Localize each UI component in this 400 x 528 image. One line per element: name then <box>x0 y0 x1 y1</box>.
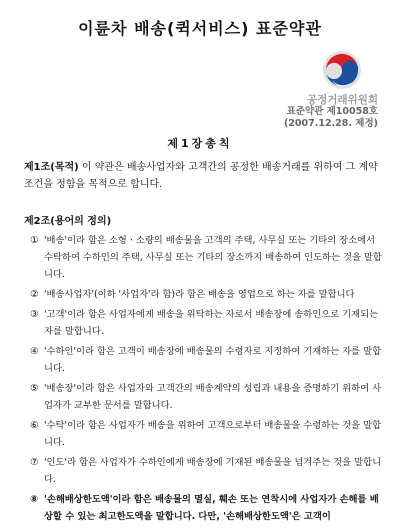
item-number: ⑧ <box>30 494 39 505</box>
clause-number: 표준약관 제10058호 <box>286 106 378 117</box>
item-number: ① <box>30 235 39 246</box>
definition-item <box>30 343 386 377</box>
article-1-text: 이 약관은 배송사업자와 고객간의 공정한 배송거래를 위하여 그 계약조건을 정함을 목적으로 합니다. <box>24 162 378 190</box>
document-title: 이륜차 배송(퀵서비스) 표준약관 <box>78 19 322 38</box>
item-text: '인도'라 함은 사업자가 수하인에게 배송장에 기재된 배송물을 넘겨주는 것을 말합니다. <box>44 457 382 485</box>
item-text: '고객'이라 함은 사업자에게 배송을 위탁하는 자로서 배송장에 송하인으로 기재되는 자를 말합니다. <box>44 309 379 337</box>
definition-item <box>30 380 386 414</box>
article-2-items <box>30 232 386 528</box>
article-1 <box>24 160 380 193</box>
definition-item <box>30 454 386 488</box>
item-text: '손해배상한도액'이라 함은 배송물의 멸실, 훼손 또는 연착시에 사업자가 손해를 배상할 수 있는 최고한도액을 말합니다. 다만, '손해배상한도액'은 고객이 <box>44 494 379 522</box>
definition-item <box>30 306 386 340</box>
government-taegeuk-logo <box>322 50 362 90</box>
item-number: ⑤ <box>30 383 39 394</box>
enactment-date: (2007.12.28. 제정) <box>283 118 378 129</box>
definition-item <box>30 232 386 283</box>
definition-item <box>30 417 386 451</box>
agency-block <box>284 94 378 130</box>
item-number: ② <box>30 289 39 300</box>
item-number: ④ <box>30 346 39 357</box>
item-number: ⑥ <box>30 420 39 431</box>
item-text: '배송사업자'(이하 '사업자'라 함)라 함은 배송을 영업으로 하는 자를 말합니다 <box>44 289 355 300</box>
chapter-heading: 제1장총칙 <box>167 137 233 150</box>
item-number: ③ <box>30 309 39 320</box>
article-1-heading: 제1조(목적) <box>24 162 79 173</box>
item-text: '배송장'이라 함은 사업자와 고객간의 배송계약의 성립과 내용을 증명하기 위하여 사업자가 교부한 문서를 말합니다. <box>44 383 382 411</box>
item-text: '수하인'이라 함은 고객이 배송장에 배송물의 수령자로 지정하여 기재하는 자를 말합니다. <box>44 346 382 374</box>
item-text: '수탁'이라 함은 사업자가 배송을 위하여 고객으로부터 배송물을 수령하는 것을 말합니다. <box>44 420 382 448</box>
definition-item <box>30 286 386 303</box>
agency-name: 공정거래위원회 <box>306 94 378 106</box>
item-text: '배송'이라 함은 소형ㆍ소량의 배송물을 고객의 주택, 사무실 또는 기타의 장소에서 수탁하여 수하인의 주택, 사무실 또는 기타의 장소까지 배송하여 인도하는 것을 말합니다. <box>44 235 382 280</box>
item-number: ⑦ <box>30 457 39 468</box>
article-2-heading: 제2조(용어의 정의) <box>24 216 112 227</box>
definition-item <box>30 491 386 525</box>
